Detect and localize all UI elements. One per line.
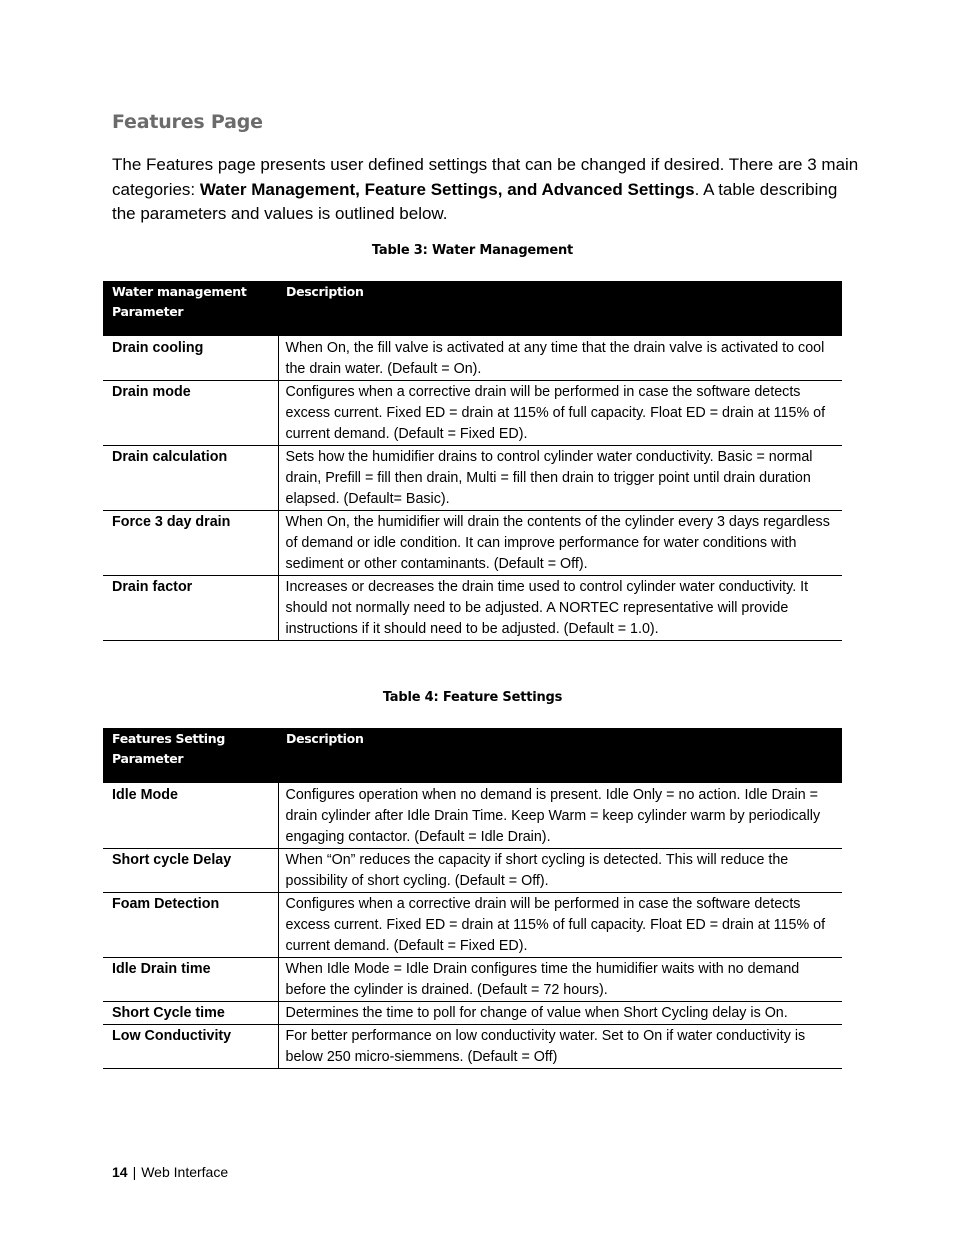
parameter-description: Sets how the humidifier drains to control cylinder water conductivity. Basic = normal drain, Prefill = fill then drain, Multi = fill then drain to trigger point until drain duration elapsed. (Default= Basic).	[278, 446, 842, 511]
section-title: Features Page	[112, 111, 263, 133]
header-description: Description	[278, 728, 842, 783]
parameter-name: Drain mode	[103, 381, 278, 446]
page-footer	[112, 1164, 228, 1180]
parameter-description: When Idle Mode = Idle Drain configures time the humidifier waits with no demand before the cylinder is drained. (Default = 72 hours).	[278, 958, 842, 1002]
parameter-description: Configures when a corrective drain will be performed in case the software detects excess current. Fixed ED = drain at 115% of full capacity. Float ED = drain at 115% of current demand. (Default = Fixed ED).	[278, 893, 842, 958]
table3-caption: Table 3: Water Management	[371, 243, 574, 258]
table-row	[103, 849, 842, 893]
intro-text-end: . A table describing the parameters and values is outlined below.	[112, 179, 838, 223]
parameter-description: Determines the time to poll for change of value when Short Cycling delay is On.	[278, 1002, 842, 1025]
parameter-description: Configures operation when no demand is present. Idle Only = no action. Idle Drain = drain cylinder after Idle Drain Time. Keep Warm = keep cylinder warm by periodically engaging contactor. (Default = Idle Drain).	[278, 783, 842, 849]
intro-paragraph	[112, 153, 862, 227]
parameter-description: When On, the humidifier will drain the contents of the cylinder every 3 days regardless of demand or idle condition. It can improve performance for water conditions with sediment or other contaminants. (Default = Off).	[278, 511, 842, 576]
table-row	[103, 893, 842, 958]
parameter-name: Idle Drain time	[103, 958, 278, 1002]
table-row	[103, 576, 842, 641]
parameter-description: Increases or decreases the drain time used to control cylinder water conductivity. It should not normally need to be adjusted. A NORTEC representative will provide instructions if it should need to be adjusted. (Default = 1.0).	[278, 576, 842, 641]
table4-caption: Table 4: Feature Settings	[382, 690, 563, 705]
table-row	[103, 446, 842, 511]
intro-text-start: The Features page presents user defined settings that can be changed if desired. There are 3 main categories:	[112, 155, 859, 199]
page-number: 14	[112, 1164, 128, 1180]
parameter-description: When On, the fill valve is activated at any time that the drain valve is activated to cool the drain water. (Default = On).	[278, 336, 842, 381]
footer-section: Web Interface	[141, 1164, 229, 1180]
table-row	[103, 783, 842, 849]
parameter-name: Drain calculation	[103, 446, 278, 511]
table-row	[103, 1002, 842, 1025]
header-description: Description	[278, 281, 842, 336]
parameter-name: Low Conductivity	[103, 1025, 278, 1069]
parameter-description: For better performance on low conductivity water. Set to On if water conductivity is below 250 micro-siemmens. (Default = Off)	[278, 1025, 842, 1069]
parameter-name: Drain cooling	[103, 336, 278, 381]
parameter-name: Short cycle Delay	[103, 849, 278, 893]
parameter-name: Short Cycle time	[103, 1002, 278, 1025]
water-management-table	[103, 281, 842, 641]
parameter-name: Force 3 day drain	[103, 511, 278, 576]
parameter-description: Configures when a corrective drain will be performed in case the software detects excess current. Fixed ED = drain at 115% of full capacity. Float ED = drain at 115% of current demand. (Default = Fixed ED).	[278, 381, 842, 446]
table-header-row	[103, 281, 842, 336]
header-parameter: Features Setting Parameter	[103, 728, 278, 783]
footer-separator: |	[132, 1164, 137, 1180]
table-row	[103, 1025, 842, 1069]
table-row	[103, 511, 842, 576]
table-row	[103, 381, 842, 446]
parameter-name: Idle Mode	[103, 783, 278, 849]
table-row	[103, 336, 842, 381]
feature-settings-table	[103, 728, 842, 1069]
intro-categories: Water Management, Feature Settings, and Advanced Settings	[199, 179, 695, 199]
table-row	[103, 958, 842, 1002]
parameter-description: When “On” reduces the capacity if short cycling is detected. This will reduce the possibility of short cycling. (Default = Off).	[278, 849, 842, 893]
table-header-row	[103, 728, 842, 783]
header-parameter: Water management Parameter	[103, 281, 278, 336]
parameter-name: Drain factor	[103, 576, 278, 641]
parameter-name: Foam Detection	[103, 893, 278, 958]
